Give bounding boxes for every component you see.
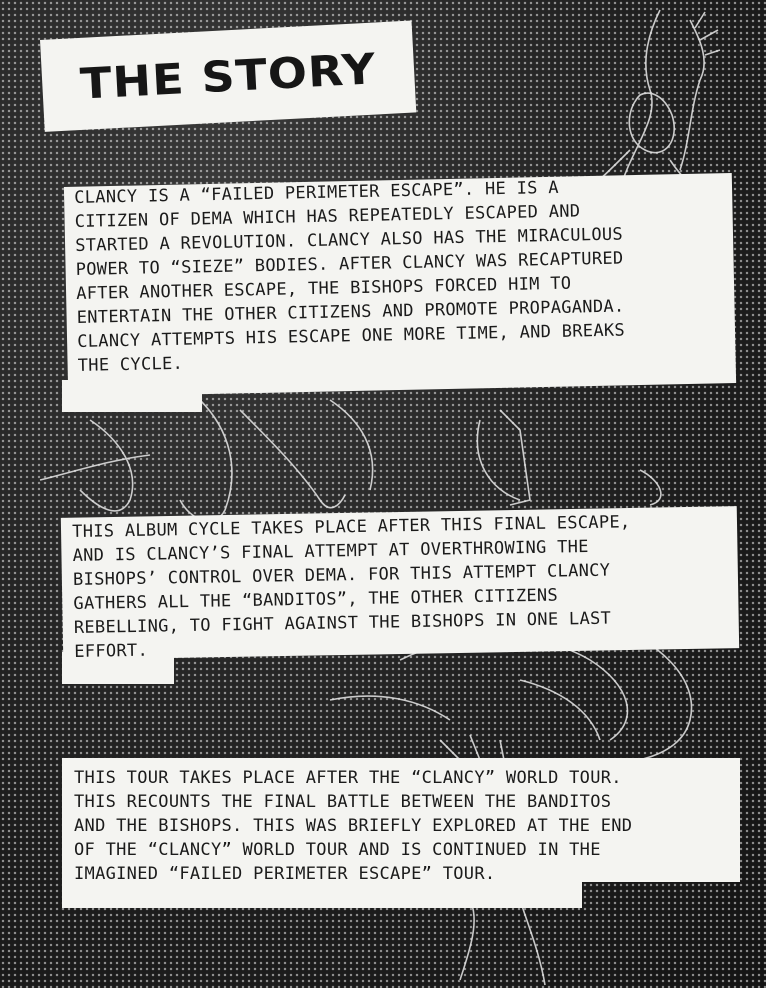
paragraph-text: THIS ALBUM CYCLE TAKES PLACE AFTER THIS FINAL ESCAPE, AND IS CLANCY’S FINAL ATTEMPT AT OVERTHROWING THE BISHOPS’ CONTROL OVER DEMA. FOR THIS ATTEMPT CLANCY GATHERS ALL THE “BANDITOS”, THE OTHER CITIZENS REBELLING, TO FIGHT AGAINST THE BISHOPS IN ONE LAST EFFORT. xyxy=(72,512,631,662)
story-paragraph-1 xyxy=(74,175,626,378)
paragraph-text: CLANCY IS A “FAILED PERIMETER ESCAPE”. HE IS A CITIZEN OF DEMA WHICH HAS REPEATEDLY ESCAPED AND STARTED A REVOLUTION. CLANCY ALSO HAS THE MIRACULOUS POWER TO “SIEZE” BODIES. AFTER CLANCY WAS RECAPTURED AFTER ANOTHER ESCAPE, THE BISHOPS FORCED HIM TO ENTERTAIN THE OTHER CITIZENS AND PROMOTE PROPAGANDA. CLANCY ATTEMPTS HIS ESCAPE ONE MORE TIME, AND BREAKS THE CYCLE. xyxy=(74,177,626,376)
page-title: THE STORY xyxy=(78,43,378,109)
story-paragraph-3 xyxy=(74,766,632,886)
paragraph-text: THIS TOUR TAKES PLACE AFTER THE “CLANCY” WORLD TOUR. THIS RECOUNTS THE FINAL BATTLE BETWEEN THE BANDITOS AND THE BISHOPS. THIS WAS BRIEFLY EXPLORED AT THE END OF THE “CLANCY” WORLD TOUR AND IS CONTINUED IN THE IMAGINED “FAILED PERIMETER ESCAPE” TOUR. xyxy=(74,768,633,884)
story-paragraph-2 xyxy=(72,510,633,664)
title-banner xyxy=(40,21,416,132)
